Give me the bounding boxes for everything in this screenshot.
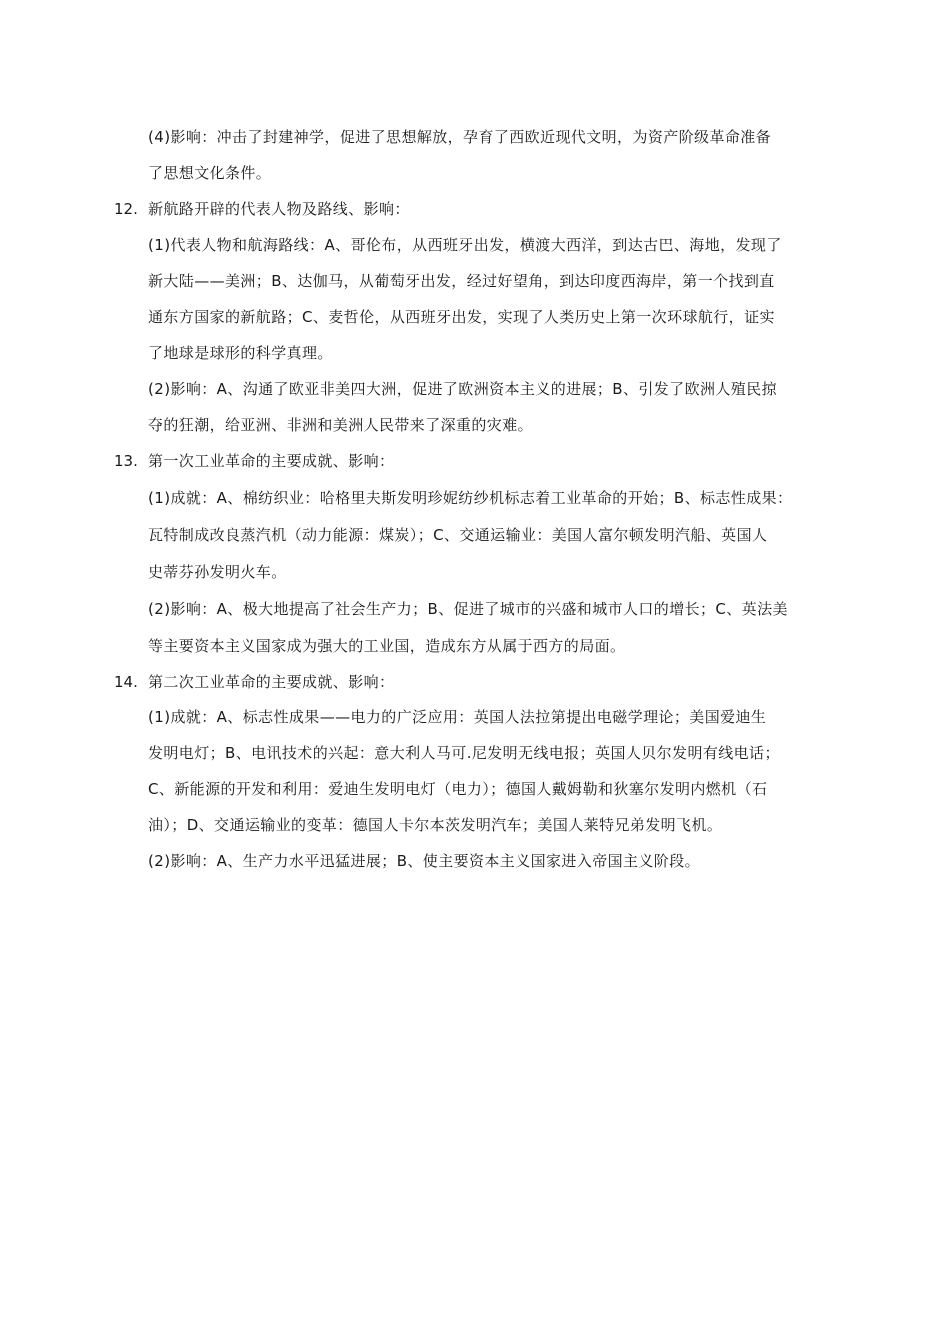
s13-p1-line-2: 瓦特制成改良蒸汽机（动力能源：煤炭）；C、交通运输业：美国人富尔顿发明汽船、英国人 bbox=[148, 526, 768, 544]
s13-p2-line-2: 等主要资本主义国家成为强大的工业国，造成东方从属于西方的局面。 bbox=[148, 637, 626, 655]
s14-p2-line-1: (2)影响：A、生产力水平迅猛进展；B、使主要资本主义国家进入帝国主义阶段。 bbox=[148, 852, 701, 870]
s14-p1-line-2: 发明电灯；B、电讯技术的兴起：意大利人马可.尼发明无线电报；英国人贝尔发明有线电话； bbox=[148, 744, 780, 762]
s12-heading: 新航路开辟的代表人物及路线、影响： bbox=[148, 200, 410, 218]
s12-p1-line-4: 了地球是球形的科学真理。 bbox=[148, 344, 333, 362]
s14-number: 14. bbox=[114, 673, 138, 691]
s13-number: 13. bbox=[114, 452, 138, 470]
s12-p2-line-2: 夺的狂潮，给亚洲、非洲和美洲人民带来了深重的灾难。 bbox=[148, 416, 534, 434]
s12-p1-line-1: (1)代表人物和航海路线：A、哥伦布，从西班牙出发，横渡大西洋，到达古巴、海地，发现了 bbox=[148, 236, 782, 254]
s14-heading: 第二次工业革命的主要成就、影响： bbox=[148, 673, 395, 691]
s12-number: 12. bbox=[114, 200, 138, 218]
s14-p1-line-1: (1)成就：A、标志性成果——电力的广泛应用：英国人法拉第提出电磁学理论；美国爱迪生 bbox=[148, 708, 767, 726]
s14-p1-line-3: C、新能源的开发和利用：爱迪生发明电灯（电力）；德国人戴姆勒和狄塞尔发明内燃机（石 bbox=[148, 780, 768, 798]
s13-p2-line-1: (2)影响：A、极大地提高了社会生产力；B、促进了城市的兴盛和城市人口的增长；C、英法美 bbox=[148, 600, 788, 618]
s12-p1-line-3: 通东方国家的新航路；C、麦哲伦，从西班牙出发，实现了人类历史上第一次环球航行，证实 bbox=[148, 308, 775, 326]
s11-impact-line-2: 了思想文化条件。 bbox=[148, 164, 272, 182]
s12-p1-line-2: 新大陆——美洲；B、达伽马，从葡萄牙出发，经过好望角，到达印度西海岸，第一个找到直 bbox=[148, 272, 775, 290]
s13-p1-line-1: (1)成就：A、棉纺织业：哈格里夫斯发明珍妮纺纱机标志着工业革命的开始；B、标志性成果： bbox=[148, 489, 793, 507]
s13-p1-line-3: 史蒂芬孙发明火车。 bbox=[148, 563, 287, 581]
s12-p2-line-1: (2)影响：A、沟通了欧亚非美四大洲，促进了欧洲资本主义的进展；B、引发了欧洲人殖民掠 bbox=[148, 380, 778, 398]
s14-p1-line-4: 油）；D、交通运输业的变革：德国人卡尔本茨发明汽车；美国人莱特兄弟发明飞机。 bbox=[148, 816, 723, 834]
s13-heading: 第一次工业革命的主要成就、影响： bbox=[148, 452, 395, 470]
s11-impact-line-1: (4)影响：冲击了封建神学，促进了思想解放，孕育了西欧近现代文明，为资产阶级革命准备 bbox=[148, 128, 772, 146]
